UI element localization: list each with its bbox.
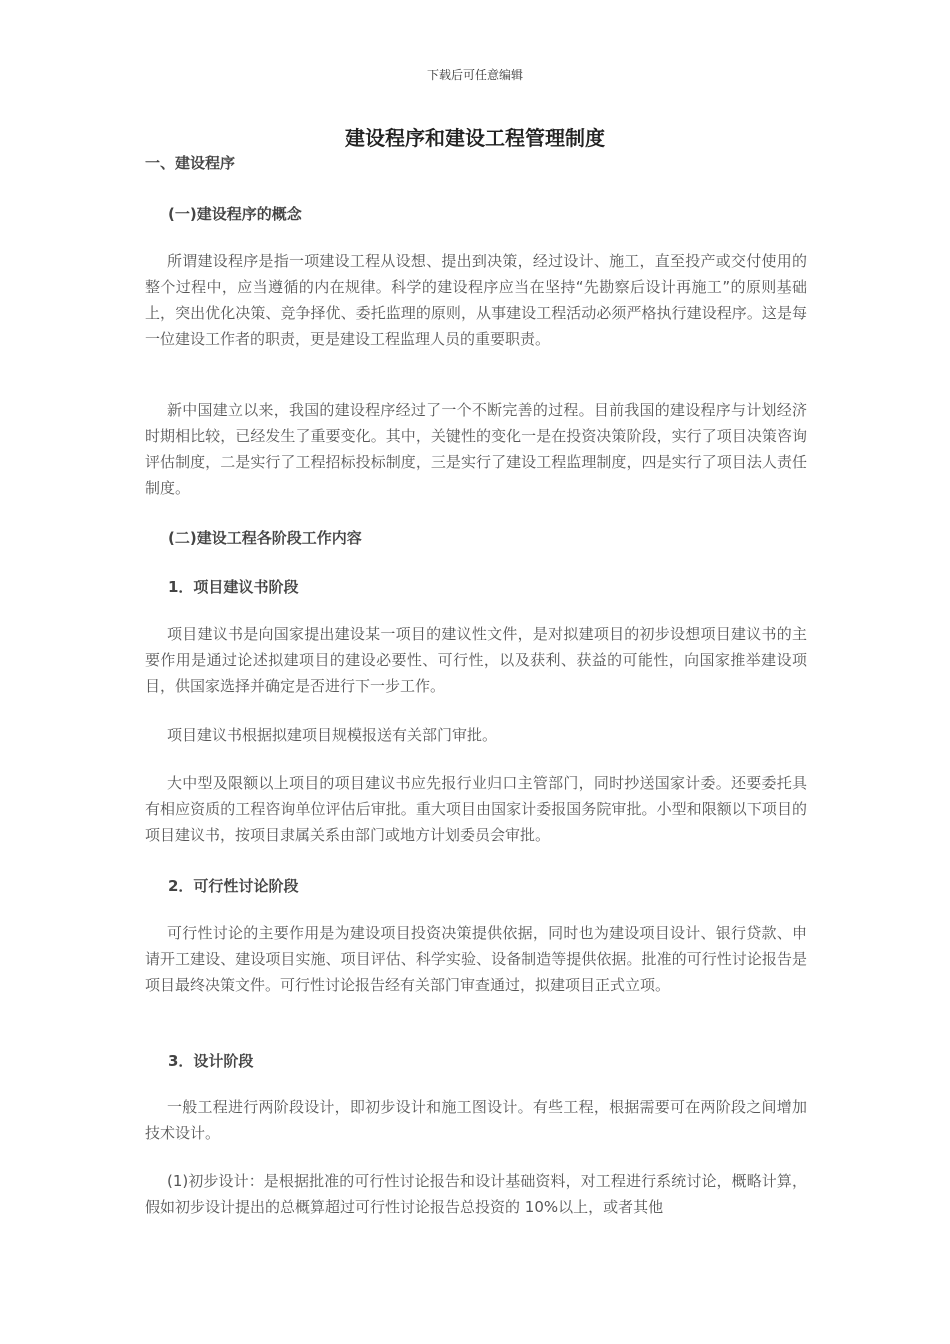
document-title: 建设程序和建设工程管理制度 <box>345 126 605 150</box>
header-note: 下载后可任意编辑 <box>426 68 523 82</box>
item-heading: 2．可行性讨论阶段 <box>168 877 299 895</box>
paragraph: 所谓建设程序是指一项建设工程从设想、提出到决策，经过设计、施工，直至投产或交付使用的整个过程中，应当遵循的内在规律。科学的建设程序应当在坚持“先勘察后设计再施工”的原则基础上，突出优化决策、竞争择优、委托监理的原则，从事建设工程活动必须严格执行建设程序。这是每一位建设工作者的职责，更是建设工程监理人员的重要职责。 <box>145 252 807 348</box>
paragraph: 一般工程进行两阶段设计，即初步设计和施工图设计。有些工程，根据需要可在两阶段之间增加技术设计。 <box>145 1098 807 1142</box>
paragraph: 可行性讨论的主要作用是为建设项目投资决策提供依据，同时也为建设项目设计、银行贷款、申请开工建设、建设项目实施、项目评估、科学实验、设备制造等提供依据。批准的可行性讨论报告是项目最终决策文件。可行性讨论报告经有关部门审查通过，拟建项目正式立项。 <box>145 924 807 994</box>
section-heading: 一、建设程序 <box>145 154 236 172</box>
paragraph: 项目建议书根据拟建项目规模报送有关部门审批。 <box>167 726 498 744</box>
paragraph: (1)初步设计：是根据批准的可行性讨论报告和设计基础资料，对工程进行系统讨论，概略计算，假如初步设计提出的总概算超过可行性讨论报告总投资的 10%以上，或者其他 <box>145 1172 807 1216</box>
item-heading: 1．项目建议书阶段 <box>168 578 299 596</box>
item-heading: 3．设计阶段 <box>168 1052 254 1070</box>
subsection-heading: (一)建设程序的概念 <box>168 205 302 223</box>
paragraph: 项目建议书是向国家提出建设某一项目的建议性文件，是对拟建项目的初步设想项目建议书的主要作用是通过论述拟建项目的建设必要性、可行性，以及获利、获益的可能性，向国家推举建设项目，供国家选择并确定是否进行下一步工作。 <box>145 625 807 695</box>
subsection-heading: (二)建设工程各阶段工作内容 <box>168 529 362 547</box>
paragraph: 新中国建立以来，我国的建设程序经过了一个不断完善的过程。目前我国的建设程序与计划经济时期相比较，已经发生了重要变化。其中，关键性的变化一是在投资决策阶段，实行了项目决策咨询评估制度，二是实行了工程招标投标制度，三是实行了建设工程监理制度，四是实行了项目法人责任制度。 <box>145 401 807 497</box>
paragraph: 大中型及限额以上项目的项目建议书应先报行业归口主管部门，同时抄送国家计委。还要委托具有相应资质的工程咨询单位评估后审批。重大项目由国家计委报国务院审批。小型和限额以下项目的项目建议书，按项目隶属关系由部门或地方计划委员会审批。 <box>145 774 807 844</box>
